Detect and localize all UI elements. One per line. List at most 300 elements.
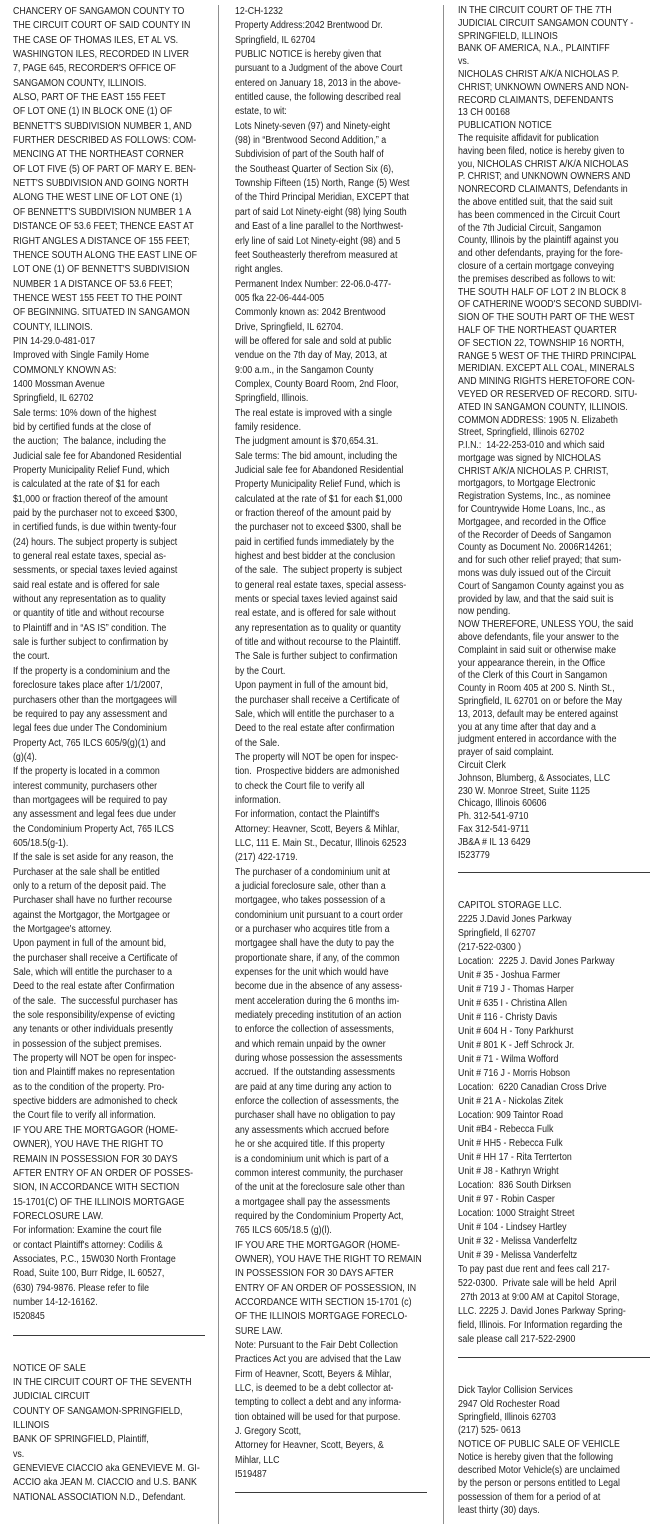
text-line: AND MINING RIGHTS HERETOFORE CON- bbox=[458, 376, 635, 388]
text-line: The real estate is improved with a single bbox=[235, 407, 393, 419]
text-line: CHRIST; UNKNOWN OWNERS AND NON- bbox=[458, 81, 629, 93]
text-line: NOTICE OF PUBLIC SALE OF VEHICLE bbox=[458, 1438, 620, 1450]
text-line: closure of a certain mortgage conveying bbox=[458, 260, 615, 272]
text-line: Chicago, Illinois 60606 bbox=[458, 798, 547, 810]
text-line: NOTICE OF SALE bbox=[13, 1362, 86, 1374]
text-line: or fraction thereof of the amount paid by bbox=[235, 508, 392, 520]
text-line: Judicial sale fee for Abandoned Residential bbox=[235, 465, 404, 476]
text-line: Attorney: Heavner, Scott, Beyers & Mihlar, bbox=[235, 823, 400, 835]
text-line: CAPITOL STORAGE LLC. bbox=[458, 900, 562, 912]
text-line: real estate, and is offered for sale without bbox=[235, 608, 396, 620]
text-line: against the Mortgagor, the Mortgagee or bbox=[13, 909, 171, 921]
text-line: Upon payment in full of the amount bid, bbox=[235, 680, 389, 692]
text-line: The purchaser of a condominium unit at bbox=[235, 866, 391, 878]
text-line: 522-0300. Private sale will be held April bbox=[458, 1278, 617, 1290]
text-line: RANGE 5 WEST OF THE THIRD PRINCIPAL bbox=[458, 350, 637, 362]
text-line: you, NICHOLAS CHRIST A/K/A NICHOLAS bbox=[458, 158, 629, 170]
text-line: the purchaser shall receive a Certificate of bbox=[13, 952, 178, 964]
text-line: only to a return of the deposit paid. The bbox=[13, 880, 166, 892]
text-line: required by the Condominium Property Act, bbox=[235, 1210, 404, 1222]
text-line: paid in certified funds immediately by the bbox=[235, 536, 394, 548]
text-line: COMMONLY KNOWN AS: bbox=[13, 364, 117, 376]
text-line: interest community, purchasers other bbox=[13, 780, 158, 792]
text-line: P. CHRIST; and UNKNOWN OWNERS AND bbox=[458, 171, 631, 183]
text-line: and other defendants, praying for the fore- bbox=[458, 248, 623, 260]
text-line: The requisite affidavit for publication bbox=[458, 132, 599, 144]
text-line: ments or special taxes levied against said bbox=[235, 594, 398, 606]
text-line: P.I.N.: 14-22-253-010 and which said bbox=[458, 440, 605, 452]
text-line: RIGHT ANGLES A DISTANCE OF 155 FEET; bbox=[13, 235, 190, 247]
text-line: BANK OF AMERICA, N.A., PLAINTIFF bbox=[458, 43, 610, 55]
text-line: of the Recorder of Deeds of Sangamon bbox=[458, 529, 612, 541]
text-line: the auction; The balance, including the bbox=[13, 436, 166, 448]
text-line: LLC, is deemed to be a debt collector at- bbox=[235, 1383, 394, 1394]
text-line: County in Room 405 at 200 S. Ninth St., bbox=[458, 683, 615, 695]
text-line: FURTHER DESCRIBED AS FOLLOWS: COM- bbox=[13, 135, 197, 147]
text-line: sessments, or special taxes levied against bbox=[13, 565, 178, 577]
text-line: MERIDIAN. EXCEPT ALL COAL, MINERALS bbox=[458, 363, 635, 375]
text-line: mortgagee, who takes possession of a bbox=[235, 895, 386, 907]
text-line: Unit # 635 I - Christina Allen bbox=[458, 998, 568, 1010]
text-line: Location: 2225 J. David Jones Parkway bbox=[458, 956, 615, 968]
text-line: JUDICIAL CIRCUIT bbox=[13, 1391, 90, 1403]
text-line: Unit # 71 - Wilma Wofford bbox=[458, 1054, 559, 1066]
text-line: vendue on the 7th day of May, 2013, at bbox=[235, 350, 387, 362]
text-line: to Plaintiff and in “AS IS” condition. The bbox=[13, 622, 167, 634]
text-line: I523779 bbox=[458, 849, 490, 861]
text-line: Unit # J8 - Kathryn Wright bbox=[458, 1166, 559, 1178]
text-line: Unit # HH 17 - Rita Terrterton bbox=[458, 1152, 572, 1164]
text-line: 605/18.5(g-1). bbox=[13, 837, 69, 849]
section-divider bbox=[13, 1335, 205, 1336]
text-line: the purchaser not to exceed $300, shall be bbox=[235, 522, 402, 534]
notice-12-ch-1232-brentwood bbox=[235, 5, 437, 1482]
capitol-storage-lien-sale bbox=[458, 899, 657, 1347]
text-line: 15-1701(C) OF THE ILLINOIS MORTGAGE bbox=[13, 1196, 185, 1208]
text-line: 230 W. Monroe Street, Suite 1125 bbox=[458, 785, 590, 797]
text-line: Unit # 32 - Melissa Vanderfeltz bbox=[458, 1236, 578, 1248]
text-line: Deed to the real estate after Confirmation bbox=[13, 981, 175, 993]
text-line: judgment entered in accordance with the bbox=[458, 734, 617, 746]
text-line: Purchaser at the sale shall be entitled bbox=[13, 866, 160, 878]
text-line: Fax 312-541-9711 bbox=[458, 824, 530, 835]
text-line: Permanent Index Number: 22-06.0-477- bbox=[235, 278, 392, 290]
text-line: mons was duly issued out of the Circuit bbox=[458, 568, 611, 580]
text-line: pursuant to a Judgment of the above Court bbox=[235, 63, 403, 75]
text-line: Complaint in said suit or otherwise make bbox=[458, 644, 616, 656]
text-line: OF BEGINNING. SITUATED IN SANGAMON bbox=[13, 307, 190, 319]
text-line: REMAIN IN POSSESSION FOR 30 DAYS bbox=[13, 1153, 178, 1165]
text-line: the Condominium Property Act, 765 ILCS bbox=[13, 823, 174, 835]
text-line: IN THE CIRCUIT COURT OF THE 7TH bbox=[458, 5, 612, 16]
text-line: of the 7th Judicial Circuit, Sangamon bbox=[458, 222, 602, 234]
text-line: of the sale. The subject property is subject bbox=[235, 565, 403, 577]
text-line: THE CASE OF THOMAS ILES, ET AL VS. bbox=[13, 34, 179, 46]
text-line: to enforce the collection of assessments, bbox=[235, 1024, 394, 1036]
text-line: NICHOLAS CHRIST A/K/A NICHOLAS P. bbox=[458, 68, 620, 80]
text-line: possession of them for a period of at bbox=[458, 1491, 601, 1503]
text-line: foreclosure takes place after 1/1/2007, bbox=[13, 680, 163, 692]
text-line: OF THE ILLINOIS MORTGAGE FORECLO- bbox=[235, 1311, 408, 1323]
text-line: field, Illinois. For Information regarding the bbox=[458, 1320, 623, 1332]
text-line: for Countrywide Home Loans, Inc., as bbox=[458, 504, 606, 516]
text-line: If the property is located in a common bbox=[13, 766, 160, 778]
chancery-notice-1400-mossman bbox=[13, 5, 212, 1325]
text-line: Location: 1000 Straight Street bbox=[458, 1208, 575, 1220]
text-line: entitled cause, the following described real bbox=[235, 92, 401, 104]
text-line: WASHINGTON ILES, RECORDED IN LIVER bbox=[13, 49, 190, 61]
text-line: FORECLOSURE LAW. bbox=[13, 1210, 104, 1222]
text-line: family residence. bbox=[235, 421, 302, 433]
text-line: purchaser shall have no obligation to pay bbox=[235, 1110, 395, 1122]
text-line: I519487 bbox=[235, 1469, 267, 1481]
column-1 bbox=[0, 5, 219, 1524]
text-line: PUBLICATION NOTICE bbox=[458, 120, 552, 132]
text-line: common interest community, the purchaser bbox=[235, 1167, 404, 1179]
text-line: For information: Examine the court file bbox=[13, 1225, 162, 1237]
text-line: Springfield, Il 62707 bbox=[458, 928, 536, 940]
text-line: JB&A # IL 13 6429 bbox=[458, 836, 531, 848]
text-line: LLC. 2225 J. David Jones Parkway Spring- bbox=[458, 1306, 626, 1318]
text-line: THENCE SOUTH ALONG THE EAST LINE OF bbox=[13, 249, 198, 261]
text-line: Sale terms: 10% down of the highest bbox=[13, 407, 157, 419]
text-line: the premises described as follows to wit: bbox=[458, 273, 616, 285]
text-line: (217-522-0300 ) bbox=[458, 942, 522, 954]
text-line: right angles. bbox=[235, 264, 283, 276]
text-line: feet Southeasterly therefrom measured at bbox=[235, 249, 398, 261]
text-line: OWNER), YOU HAVE THE RIGHT TO bbox=[13, 1139, 164, 1151]
text-line: SION, IN ACCORDANCE WITH SECTION bbox=[13, 1182, 180, 1194]
section-divider bbox=[235, 1492, 427, 1493]
text-line: BANK OF SPRINGFIELD, Plaintiff, bbox=[13, 1434, 149, 1446]
column-3 bbox=[444, 5, 661, 1524]
text-line: the purchaser shall receive a Certificate of bbox=[235, 694, 400, 706]
text-line: Upon payment in full of the amount bid, bbox=[13, 938, 167, 950]
text-line: calculated at the rate of $1 for each $1,000 bbox=[235, 493, 403, 505]
text-line: Attorney for Heavner, Scott, Beyers, & bbox=[235, 1440, 384, 1452]
text-line: 13 CH 00168 bbox=[458, 107, 510, 119]
text-line: Unit # HH5 - Rebecca Fulk bbox=[458, 1138, 563, 1150]
text-line: ILLINOIS bbox=[13, 1420, 50, 1431]
text-line: or a purchaser who acquires title from a bbox=[235, 924, 390, 935]
text-line: 27th 2013 at 9:00 AM at Capitol Storage, bbox=[458, 1292, 620, 1304]
text-line: Commonly known as: 2042 Brentwood bbox=[235, 307, 386, 319]
text-line: OF CATHERINE WOOD'S SECOND SUBDIVI- bbox=[458, 299, 642, 311]
text-line: Unit # 716 J - Morris Hobson bbox=[458, 1068, 571, 1080]
text-line: Unit # 104 - Lindsey Hartley bbox=[458, 1222, 567, 1234]
text-line: is calculated at the rate of $1 for each bbox=[13, 479, 160, 491]
text-line: Associates, P.C., 15W030 North Frontage bbox=[13, 1253, 176, 1265]
column-2 bbox=[219, 5, 444, 1524]
text-line: OF LOT ONE (1) IN BLOCK ONE (1) OF bbox=[13, 106, 173, 118]
text-line: SPRINGFIELD, ILLINOIS bbox=[458, 30, 558, 42]
text-line: The property will NOT be open for inspec- bbox=[13, 1053, 177, 1065]
text-line: has been commenced in the Circuit Court bbox=[458, 209, 620, 221]
text-line: IF YOU ARE THE MORTGAGOR (HOME- bbox=[13, 1124, 178, 1136]
text-line: vs. bbox=[13, 1448, 25, 1460]
text-line: THENCE WEST 155 FEET TO THE POINT bbox=[13, 292, 183, 304]
text-line: PUBLIC NOTICE is hereby given that bbox=[235, 49, 382, 61]
text-line: ALONG THE WEST LINE OF LOT ONE (1) bbox=[13, 192, 183, 204]
text-line: If the property is a condominium and the bbox=[13, 665, 171, 677]
text-line: HALF OF THE NORTHEAST QUARTER bbox=[458, 324, 617, 336]
text-line: Springfield, IL 62701 on or before the May bbox=[458, 696, 623, 708]
text-line: any representation as to quality or quantity bbox=[235, 622, 401, 634]
text-line: by the Court. bbox=[235, 665, 286, 677]
text-line: County as Document No. 2006R14261; bbox=[458, 542, 612, 554]
text-line: NUMBER 1 A DISTANCE OF 53.6 FEET; bbox=[13, 278, 173, 290]
text-line: LOT ONE (1) OF BENNETT'S SUBDIVISION bbox=[13, 264, 190, 276]
text-line: to general real estate taxes, special as- bbox=[13, 551, 167, 563]
text-line: provided by law, and that the said suit is bbox=[458, 593, 614, 605]
text-line: GENEVIEVE CIACCIO aka GENEVIEVE M. GI- bbox=[13, 1463, 200, 1475]
text-line: ment acceleration during the 6 months im- bbox=[235, 995, 400, 1007]
text-line: Ph. 312-541-9710 bbox=[458, 811, 529, 823]
text-line: any assessment and legal fees due under bbox=[13, 809, 176, 821]
text-line: having been filed, notice is hereby given to bbox=[458, 145, 625, 157]
section-divider bbox=[458, 872, 650, 873]
text-line: entered on January 18, 2013 in the above- bbox=[235, 77, 401, 89]
text-line: vs. bbox=[458, 56, 470, 68]
publication-notice-13-ch-00168 bbox=[458, 5, 657, 862]
text-line: Johnson, Blumberg, & Associates, LLC bbox=[458, 772, 611, 784]
text-line: MENCING AT THE NORTHEAST CORNER bbox=[13, 149, 184, 161]
text-line: of the Clerk of this Court in Sangamon bbox=[458, 670, 608, 682]
text-line: prayer of said complaint. bbox=[458, 747, 554, 759]
text-line: and East of a line parallel to the Northwest- bbox=[235, 221, 404, 233]
text-line: Property Act, 765 ILCS 605/9(g)(1) and bbox=[13, 737, 166, 749]
text-line: above defendants, file your answer to the bbox=[458, 632, 619, 644]
text-line: mortgage was signed by NICHOLAS bbox=[458, 452, 601, 464]
text-line: Dick Taylor Collision Services bbox=[458, 1385, 573, 1397]
text-line: Property Address:2042 Brentwood Dr. bbox=[235, 20, 383, 32]
text-line: the above entitled suit, that the said suit bbox=[458, 196, 613, 208]
text-line: he or she acquired title. If this property bbox=[235, 1139, 385, 1151]
text-line: the Mortgagee's attorney. bbox=[13, 924, 112, 935]
text-line: tion and Plaintiff makes no representation bbox=[13, 1067, 175, 1079]
text-line: in certified funds, is due within twenty-four bbox=[13, 522, 177, 534]
text-line: SION OF THE SOUTH PART OF THE WEST bbox=[458, 312, 635, 324]
text-line: of the Third Principal Meridian, EXCEPT that bbox=[235, 192, 409, 204]
text-line: a mortgagee shall pay the assessments bbox=[235, 1196, 391, 1208]
text-line: of title and without recourse to the Plaintiff. bbox=[235, 637, 401, 649]
text-line: 9:00 a.m., in the Sangamon County bbox=[235, 364, 374, 376]
text-line: Unit # 801 K - Jeff Schrock Jr. bbox=[458, 1040, 575, 1052]
text-line: Sale, which will entitle the purchaser to a bbox=[235, 708, 394, 720]
text-line: 765 ILCS 605/18.5 (g)(l). bbox=[235, 1225, 332, 1237]
text-line: Unit # 35 - Joshua Farmer bbox=[458, 970, 561, 982]
text-line: J. Gregory Scott, bbox=[235, 1426, 302, 1438]
notice-of-sale-bank-of-springfield bbox=[13, 1362, 212, 1505]
text-line: Mihlar, LLC bbox=[235, 1454, 280, 1466]
text-line: NOW THEREFORE, UNLESS YOU, the said bbox=[458, 619, 634, 631]
text-line: bid by certified funds at the close of bbox=[13, 421, 151, 433]
text-line: as to the condition of the property. Pro- bbox=[13, 1081, 165, 1093]
text-line: proportionate share, if any, of the common bbox=[235, 952, 400, 964]
text-line: without any representation as to quality bbox=[13, 594, 166, 606]
text-line: now pending. bbox=[458, 606, 511, 618]
text-line: purchasers other than the mortgagees will bbox=[13, 694, 177, 706]
text-line: SURE LAW. bbox=[235, 1325, 283, 1337]
text-line: 12-CH-1232 bbox=[235, 6, 283, 17]
text-line: AFTER ENTRY OF AN ORDER OF POSSES- bbox=[13, 1167, 194, 1179]
text-line: Purchaser shall have no further recourse bbox=[13, 895, 172, 907]
text-line: condominium unit pursuant to a court order bbox=[235, 909, 403, 921]
text-line: and which remain unpaid by the owner bbox=[235, 1038, 386, 1050]
text-line: by the person or persons entitled to Legal bbox=[458, 1478, 620, 1490]
text-line: (217) 422-1719. bbox=[235, 852, 298, 864]
text-line: Lots Ninety-seven (97) and Ninety-eight bbox=[235, 120, 391, 132]
text-line: be required to pay any assessment and bbox=[13, 708, 168, 720]
text-line: part of said Lot Ninety-eight (98) lying South bbox=[235, 206, 407, 218]
text-line: 1400 Mossman Avenue bbox=[13, 378, 105, 390]
text-line: Judicial sale fee for Abandoned Residential bbox=[13, 450, 182, 462]
text-line: said real estate and is offered for sale bbox=[13, 579, 160, 591]
text-line: NATIONAL ASSOCIATION N.D., Defendant. bbox=[13, 1491, 186, 1503]
text-line: IN POSSESSION FOR 30 DAYS AFTER bbox=[235, 1268, 394, 1280]
text-line: Deed to the real estate after confirmation bbox=[235, 723, 395, 735]
text-line: COUNTY OF SANGAMON-SPRINGFIELD, bbox=[13, 1405, 183, 1417]
text-line: Springfield, IL 62704 bbox=[235, 34, 316, 46]
text-line: Unit #B4 - Rebecca Fulk bbox=[458, 1124, 554, 1136]
text-line: number 14-12-16162. bbox=[13, 1296, 98, 1308]
text-line: THE SOUTH HALF OF LOT 2 IN BLOCK 8 bbox=[458, 286, 627, 298]
text-line: to check the Court file to verify all bbox=[235, 780, 365, 792]
text-line: 2947 Old Rochester Road bbox=[458, 1398, 560, 1410]
text-line: your appearance therein, in the Office bbox=[458, 657, 606, 669]
text-line: Springfield, Illinois. bbox=[235, 393, 309, 405]
text-line: estate, to wit: bbox=[235, 106, 287, 118]
text-line: spective bidders are admonished to check bbox=[13, 1096, 178, 1108]
text-line: 13, 2013, default may be entered against bbox=[458, 708, 618, 720]
text-line: 2225 J.David Jones Parkway bbox=[458, 914, 572, 926]
text-line: SANGAMON COUNTY, ILLINOIS. bbox=[13, 77, 147, 89]
text-line: RECORD CLAIMANTS, DEFENDANTS bbox=[458, 94, 614, 106]
text-line: a judicial foreclosure sale, other than a bbox=[235, 880, 386, 892]
text-line: you at any time after that day and a bbox=[458, 721, 596, 733]
text-line: sale please call 217-522-2900 bbox=[458, 1334, 576, 1346]
text-line: Springfield, IL 62702 bbox=[13, 393, 94, 405]
text-line: of the unit at the foreclosure sale other than bbox=[235, 1182, 405, 1194]
text-line: Subdivision of part of the South half of bbox=[235, 149, 384, 161]
text-line: highest and best bidder at the conclusion bbox=[235, 551, 395, 563]
text-line: OF SECTION 22, TOWNSHIP 16 NORTH, bbox=[458, 337, 625, 349]
text-line: (630) 794-9876. Please refer to file bbox=[13, 1282, 150, 1294]
text-line: The Sale is further subject to confirmation bbox=[235, 651, 398, 663]
text-line: legal fees due under The Condominium bbox=[13, 723, 167, 735]
text-line: Township Fifteen (15) North, Range (5) West bbox=[235, 178, 410, 190]
text-line: to general real estate taxes, special assess- bbox=[235, 579, 407, 591]
text-line: Sale terms: The bid amount, including the bbox=[235, 450, 398, 462]
text-line: NONRECORD CLAIMANTS, Defendants in bbox=[458, 184, 628, 196]
text-line: VEYED OR RESERVED OF RECORD. SITU- bbox=[458, 388, 638, 400]
text-line: ALSO, PART OF THE EAST 155 FEET bbox=[13, 92, 166, 104]
text-line: Complex, County Board Room, 2nd Floor, bbox=[235, 378, 399, 390]
text-line: ACCORDANCE WITH SECTION 15-1701 (c) bbox=[235, 1296, 412, 1308]
text-line: the Southeast Quarter of Section Six (6), bbox=[235, 163, 394, 175]
text-line: DISTANCE OF 53.6 FEET; THENCE EAST AT bbox=[13, 221, 194, 233]
text-line: Location: 909 Taintor Road bbox=[458, 1110, 564, 1122]
text-line: I520845 bbox=[13, 1311, 45, 1323]
text-line: any tenants or other individuals presently bbox=[13, 1024, 173, 1036]
text-line: The judgment amount is $70,654.31. bbox=[235, 436, 379, 448]
text-line: COMMON ADDRESS: 1905 N. Elizabeth bbox=[458, 414, 618, 426]
text-line: least thirty (30) days. bbox=[458, 1505, 540, 1517]
text-line: BENNETT'S SUBDIVISION NUMBER 1, AND bbox=[13, 120, 192, 132]
section-divider bbox=[458, 1357, 650, 1358]
text-line: Circuit Clerk bbox=[458, 760, 506, 772]
text-line: NETT'S SUBDIVISION AND GOING NORTH bbox=[13, 178, 189, 190]
text-line: or contact Plaintiff's attorney: Codilis & bbox=[13, 1239, 163, 1251]
text-line: and for such other relief prayed; that sum- bbox=[458, 555, 622, 567]
text-line: Unit # 97 - Robin Casper bbox=[458, 1194, 555, 1206]
text-line: To pay past due rent and fees call 217- bbox=[458, 1264, 610, 1276]
text-line: (217) 525- 0613 bbox=[458, 1425, 521, 1437]
text-line: of the sale. The successful purchaser has bbox=[13, 995, 178, 1007]
text-line: accrued. If the outstanding assessments bbox=[235, 1067, 395, 1079]
text-line: described Motor Vehicle(s) are unclaimed bbox=[458, 1465, 620, 1477]
text-line: THE CIRCUIT COURT OF SAID COUNTY IN bbox=[13, 20, 191, 32]
text-line: Unit # 39 - Melissa Vanderfeltz bbox=[458, 1250, 578, 1262]
text-line: Firm of Heavner, Scott, Beyers & Mihlar, bbox=[235, 1368, 392, 1380]
text-line: erly line of said Lot Ninety-eight (98) and 5 bbox=[235, 235, 401, 247]
text-line: Note: Pursuant to the Fair Debt Collection bbox=[235, 1339, 398, 1351]
text-line: ACCIO aka JEAN M. CIACCIO and U.S. BANK bbox=[13, 1477, 197, 1489]
text-line: of the Sale. bbox=[235, 737, 280, 749]
text-line: County, Illinois by the plaintiff against you bbox=[458, 235, 619, 247]
text-line: enforce the collection of assessments, the bbox=[235, 1096, 399, 1108]
text-line: will be offered for sale and sold at public bbox=[235, 335, 392, 347]
text-line: Springfield, Illinois 62703 bbox=[458, 1411, 556, 1423]
text-line: ATED IN SANGAMON COUNTY, ILLINOIS. bbox=[458, 401, 628, 413]
text-line: CHRIST A/K/A NICHOLAS P. CHRIST, bbox=[458, 465, 609, 477]
text-line: JUDICIAL CIRCUIT SANGAMON COUNTY - bbox=[458, 17, 634, 29]
text-line: (98) in “Brentwood Second Addition,” a bbox=[235, 135, 387, 147]
text-line: For information, contact the Plaintiff's bbox=[235, 809, 380, 821]
text-line: OF BENNETT'S SUBDIVISION NUMBER 1 A bbox=[13, 206, 192, 218]
text-line: Property Municipality Relief Fund, which bbox=[13, 465, 170, 476]
text-line: Practices Act you are advised that the Law bbox=[235, 1354, 401, 1366]
text-line: or quantity of title and without recourse bbox=[13, 608, 165, 620]
text-line: Property Municipality Relief Fund, which is bbox=[235, 479, 401, 491]
text-line: become due in the absence of any assess- bbox=[235, 981, 403, 993]
text-line: Unit # 21 A - Nickolas Zitek bbox=[458, 1096, 564, 1108]
text-line: Unit # 116 - Christy Davis bbox=[458, 1012, 558, 1024]
text-line: Unit # 719 J - Thomas Harper bbox=[458, 984, 574, 996]
text-line: IF YOU ARE THE MORTGAGOR (HOME- bbox=[235, 1239, 400, 1251]
text-line: LLC, 111 E. Main St., Decatur, Illinois 62523 bbox=[235, 837, 407, 849]
text-line: Drive, Springfield, IL 62704. bbox=[235, 321, 344, 333]
text-line: tempting to collect a debt and any informa- bbox=[235, 1397, 402, 1409]
text-line: Sale, which will entitle the purchaser to a bbox=[13, 967, 172, 979]
text-line: (24) hours. The subject property is subject bbox=[13, 536, 178, 548]
text-line: mortgagee shall have the duty to pay the bbox=[235, 938, 395, 950]
text-line: OWNER), YOU HAVE THE RIGHT TO REMAIN bbox=[235, 1253, 422, 1265]
text-line: CHANCERY OF SANGAMON COUNTY TO bbox=[13, 6, 185, 17]
text-line: 7, PAGE 645, RECORDER'S OFFICE OF bbox=[13, 63, 176, 75]
text-line: any assessments which accrued before bbox=[235, 1124, 390, 1136]
text-line: Location: 836 South Dirksen bbox=[458, 1180, 572, 1192]
text-line: 005 fka 22-06-444-005 bbox=[235, 292, 325, 304]
text-line: PIN 14-29.0-481-017 bbox=[13, 335, 96, 347]
text-line: Court of Sangamon County against you as bbox=[458, 580, 624, 592]
text-line: $1,000 or fraction thereof of the amount bbox=[13, 493, 168, 505]
text-line: Location: 6220 Canadian Cross Drive bbox=[458, 1082, 607, 1094]
text-line: mortgagors, to Mortgage Electronic bbox=[458, 478, 596, 490]
text-line: information. bbox=[235, 794, 281, 806]
text-line: Road, Suite 100, Burr Ridge, IL 60527, bbox=[13, 1268, 165, 1280]
text-line: tion obtained will be used for that purpose. bbox=[235, 1411, 401, 1423]
